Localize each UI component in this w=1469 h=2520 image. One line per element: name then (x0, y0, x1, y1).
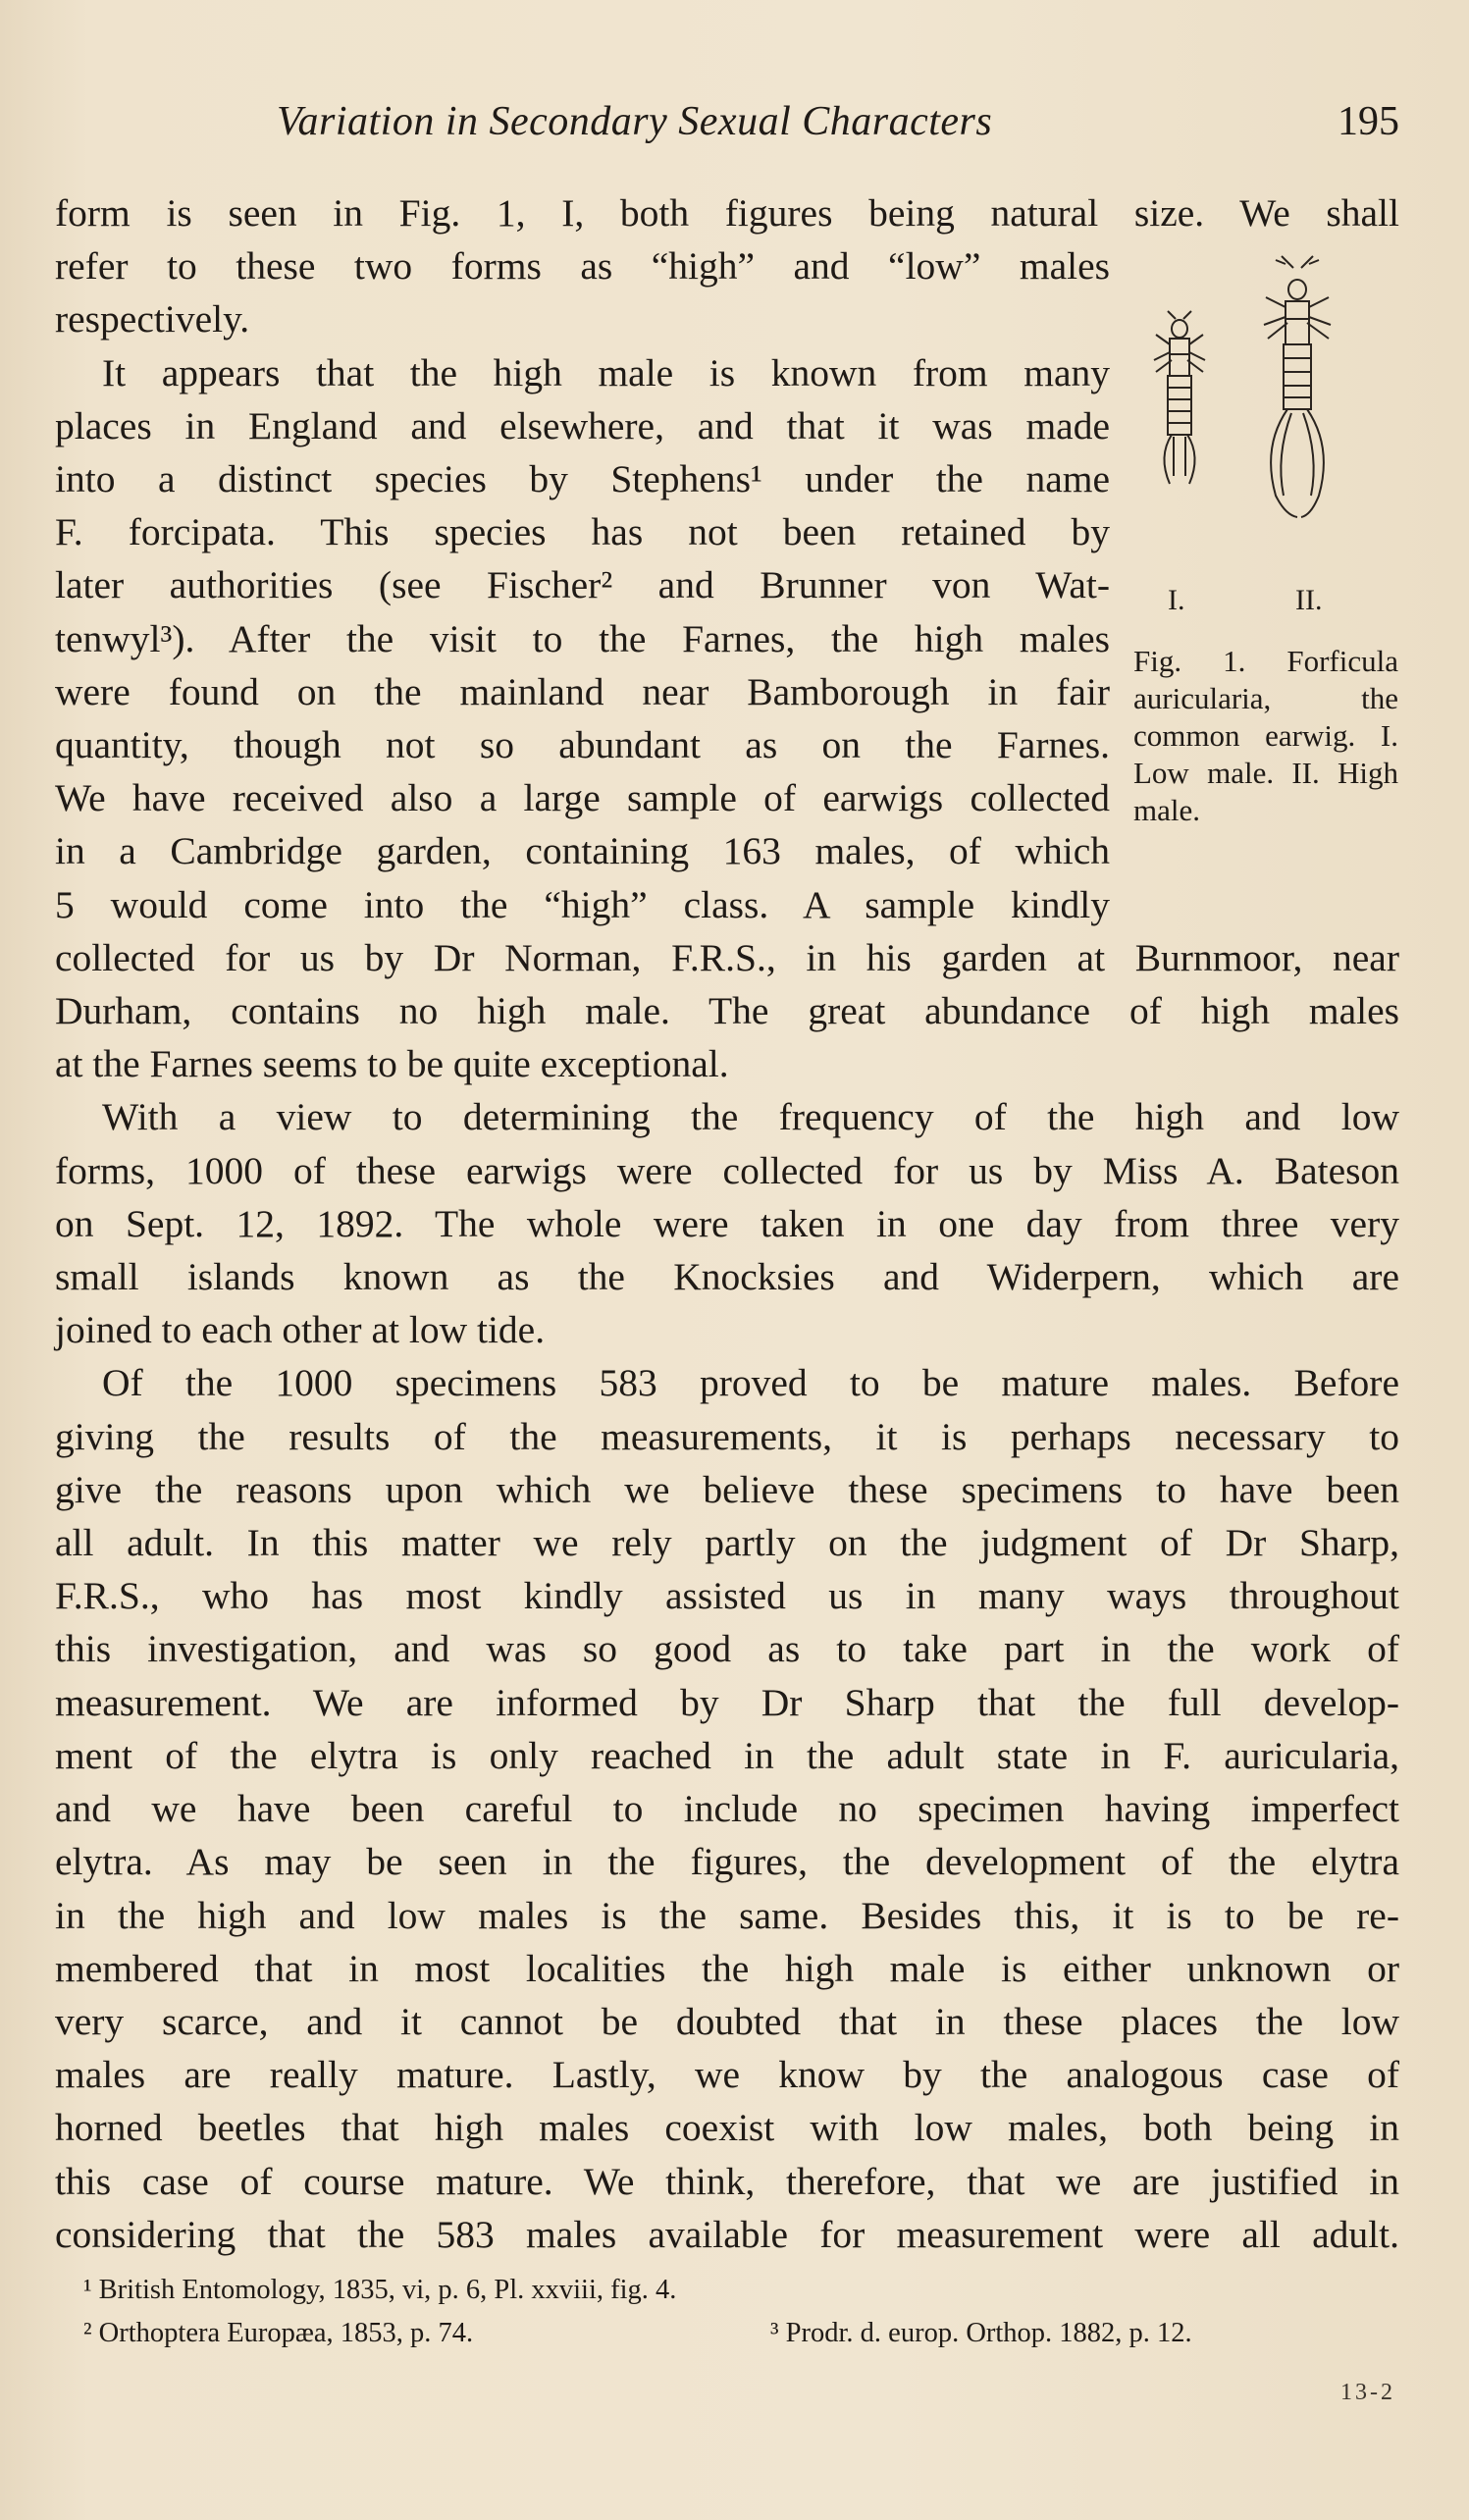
footnote-3-text: ³ Prodr. d. europ. Orthop. 1882, p. 12. (770, 2318, 1192, 2348)
text-line: this investigation, and was so good as to take part in the work of (55, 1627, 1399, 1671)
footnote-2-text: ² Orthoptera Europæa, 1853, p. 74. (83, 2318, 474, 2348)
text-line: measurement. We are informed by Dr Sharp that the full develop- (55, 1680, 1399, 1724)
text-line: We have received also a large sample of earwigs collected (55, 776, 1110, 820)
text-line: this case of course mature. We think, therefore, that we are justified in (55, 2159, 1399, 2203)
paragraph-2-full (55, 931, 1399, 1091)
text-line: places in England and elsewhere, and that it was made (55, 403, 1110, 447)
footnote-1-text: ¹ British Entomology, 1835, vi, p. 6, Pl. xxviii, fig. 4. (83, 2275, 677, 2305)
paragraph-4 (55, 1356, 1399, 2260)
paragraph-1-wrap (55, 239, 1110, 345)
paragraph-3 (55, 1090, 1399, 1356)
text-line: With a view to determining the frequency of the high and low (102, 1095, 1399, 1139)
text-line: It appears that the high male is known from many (102, 350, 1110, 394)
footnote-row-2 (83, 2312, 1398, 2355)
text-line: in the high and low males is the same. Besides this, it is to be re- (55, 1893, 1399, 1937)
text-line: and we have been careful to include no specimen having imperfect (55, 1787, 1399, 1831)
figure-label-i: I. (1168, 584, 1185, 616)
figure-label-ii: II. (1295, 584, 1323, 616)
text-line: into a distinct species by Stephens¹ under the name (55, 457, 1110, 501)
text-line: give the reasons upon which we believe these specimens to have been (55, 1467, 1399, 1511)
text-line: were found on the mainland near Bamborough in fair (55, 669, 1110, 713)
text-line: Of the 1000 specimens 583 proved to be mature males. Before (102, 1361, 1399, 1405)
page-header (55, 98, 1399, 157)
text-line: F. forcipata. This species has not been retained by (55, 510, 1110, 554)
text-line: ment of the elytra is only reached in the adult state in F. auricularia, (55, 1733, 1399, 1777)
text-line: joined to each other at low tide. (55, 1308, 546, 1352)
figure-caption: Fig. 1. Forficula auricularia, the common earwig. I. Low male. II. High male. (1133, 644, 1398, 827)
text-line: considering that the 583 males available for measurement were all adult. (55, 2212, 1399, 2256)
signature-mark: 13-2 (1340, 2380, 1395, 2405)
text-line: males are really mature. Lastly, we know by the analogous case of (55, 2053, 1399, 2097)
text-line: tenwyl³). After the visit to the Farnes, the high males (55, 616, 1110, 660)
running-head: Variation in Secondary Sexual Characters (277, 99, 993, 144)
text-line: form is seen in Fig. 1, I, both figures being natural size. We shall (55, 191, 1399, 235)
body-text (55, 186, 1399, 2261)
text-line: refer to these two forms as “high” and “low” males (55, 244, 1110, 289)
paragraph-1 (55, 186, 1399, 239)
paragraph-2-wrap (55, 346, 1110, 931)
text-line: small islands known as the Knocksies and Widerpern, which are (55, 1255, 1399, 1299)
text-line: in a Cambridge garden, containing 163 males, of which (55, 829, 1110, 873)
footnotes (83, 2269, 1398, 2355)
text-line: all adult. In this matter we rely partly on the judgment of Dr Sharp, (55, 1521, 1399, 1565)
text-line: membered that in most localities the high male is either unknown or (55, 1946, 1399, 1990)
text-line: on Sept. 12, 1892. The whole were taken in one day from three very (55, 1201, 1399, 1245)
text-line: later authorities (see Fischer² and Brunner von Wat- (55, 563, 1110, 607)
text-line: quantity, though not so abundant as on the Farnes. (55, 723, 1110, 767)
text-line: Durham, contains no high male. The great abundance of high males (55, 989, 1399, 1033)
text-line: respectively. (55, 297, 250, 341)
footnote-1 (83, 2269, 1398, 2312)
page-number: 195 (1338, 99, 1399, 144)
text-line: forms, 1000 of these earwigs were collected for us by Miss A. Bateson (55, 1148, 1399, 1192)
text-line: F.R.S., who has most kindly assisted us in many ways throughout (55, 1574, 1399, 1618)
text-line: at the Farnes seems to be quite exceptional. (55, 1042, 729, 1086)
text-line: collected for us by Dr Norman, F.R.S., in his garden at Burnmoor, near (55, 935, 1399, 979)
text-line: 5 would come into the “high” class. A sample kindly (55, 882, 1110, 926)
text-line: very scarce, and it cannot be doubted that in these places the low (55, 1999, 1399, 2043)
text-line: giving the results of the measurements, it is perhaps necessary to (55, 1414, 1399, 1458)
text-line: horned beetles that high males coexist with low males, both being in (55, 2106, 1399, 2150)
text-line: elytra. As may be seen in the figures, the development of the elytra (55, 1840, 1399, 1884)
